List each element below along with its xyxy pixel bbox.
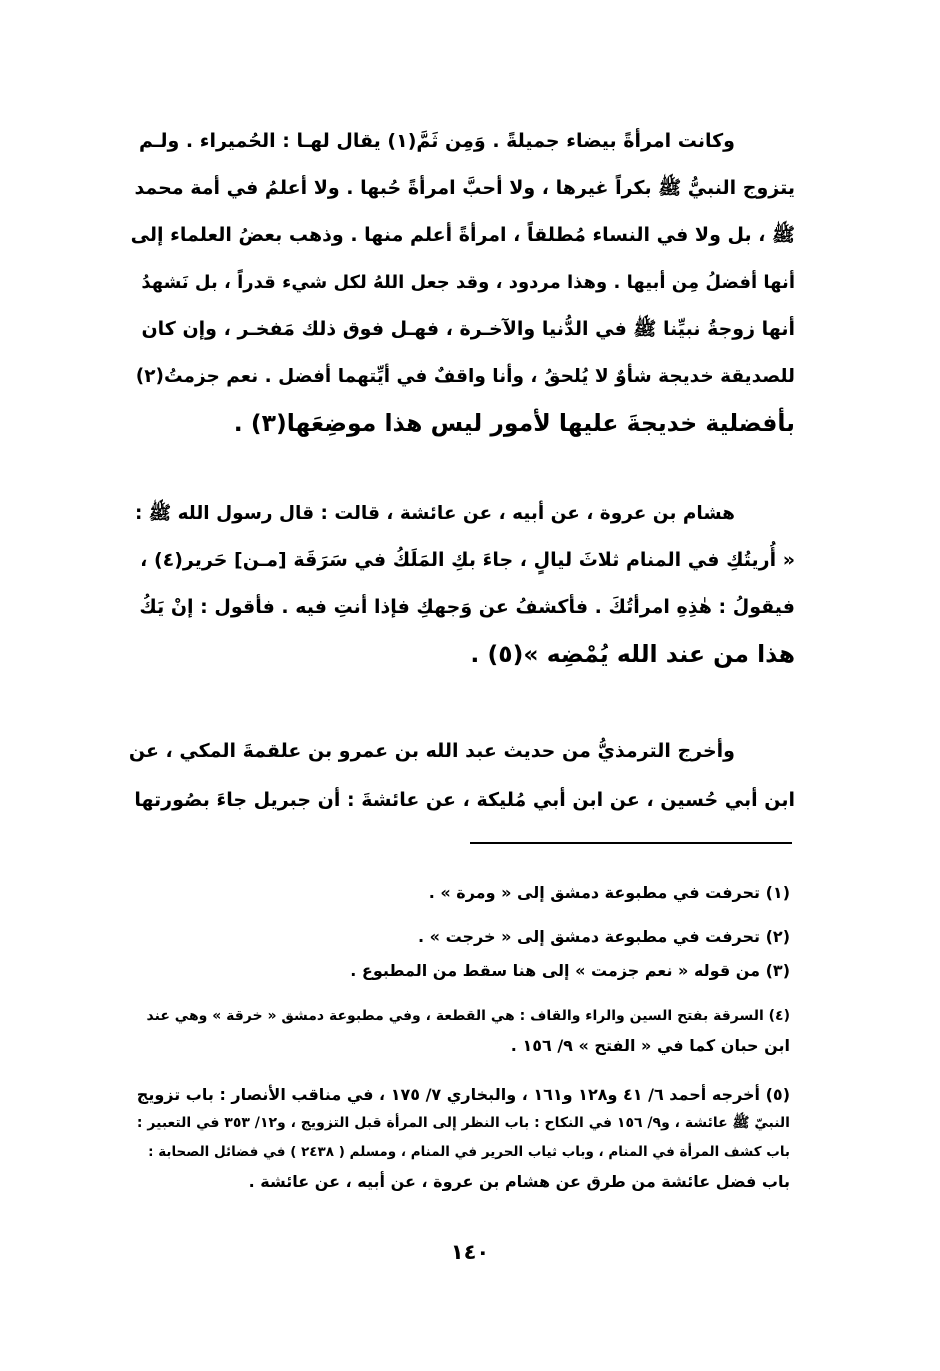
text-line: ﷺ ، بل ولا في النساء مُطلقاً ، امرأةً أعلم منها . وذهب بعضُ العلماء إلى <box>130 224 795 246</box>
text-line: يتزوج النبيُّ ﷺ بكراً غيرها ، ولا أحبَّ امرأةً حُبها . ولا أعلمُ في أمة محمد <box>134 177 795 199</box>
footnote-3 <box>125 956 790 985</box>
footnote-5 <box>125 1080 790 1196</box>
footnote-line: (٢) تحرفت في مطبوعة دمشق إلى « خرجت » . <box>418 927 790 946</box>
text-line: وأخرج الترمذيُّ من حديث عبد الله بن عمرو بن علقمةَ المكي ، عن <box>128 740 735 762</box>
text-line: فيقولُ : هٰذِهِ امرأتُكَ . فأكشفُ عن وَجهكِ فإذا أنتِ فيه . فأقول : إنْ يَكُ <box>139 596 795 618</box>
footnote-line: باب كشف المرأة في المنام ، وباب ثياب الحرير في المنام ، ومسلم ( ٢٤٣٨ ) في فضائل الصحابة : <box>148 1144 790 1160</box>
text-line: هشام بن عروة ، عن أبيه ، عن عائشة ، قالت : قال رسول الله ﷺ : <box>134 503 735 524</box>
text-line: « أُريتُكِ في المنام ثلاثَ ليالٍ ، جاءَ بكِ المَلَكُ في سَرَقَة [مـن] حَرير(٤) ، <box>140 549 795 571</box>
text-line: للصديقة خديجة شأوٌ لا يُلحقُ ، وأنا واقفٌ في أيِّتهما أفضل . نعم جزمتُ(٢) <box>135 366 795 387</box>
footnote-divider <box>470 842 792 844</box>
page-number: ١٤٠ <box>450 1240 490 1264</box>
footnote-line: ابن حبان كما في « الفتح » ٩/ ١٥٦ . <box>510 1036 790 1055</box>
footnote-line: (٣) من قوله « نعم جزمت » إلى هنا سقط من المطبوع . <box>350 961 790 980</box>
footnote-4 <box>125 1002 790 1060</box>
text-line: هذا من عند الله يُمْضِه »(٥) . <box>470 640 795 668</box>
text-line: أنها أفضلُ مِن أبيها . وهذا مردود ، وقد جعل اللهُ لكل شيء قدراً ، بل نَشهدُ <box>141 272 795 293</box>
text-line: ابن أبي حُسين ، عن ابن أبي مُليكة ، عن عائشةَ : أن جبريل جاءَ بصُورتها <box>134 789 795 811</box>
footnote-line: (١) تحرفت في مطبوعة دمشق إلى « ومرة » . <box>428 883 790 902</box>
paragraph-aisha-virtues <box>125 118 795 447</box>
footnote-2 <box>125 922 790 951</box>
footnote-1 <box>125 878 790 907</box>
footnote-line: (٤) السرقة بفتح السين والراء والقاف : هي القطعة ، وفي مطبوعة دمشق « خرقة » وهي عند <box>146 1008 790 1024</box>
footnote-line: (٥) أخرجه أحمد ٦/ ٤١ و١٢٨ و١٦١ ، والبخاري ٧/ ١٧٥ ، في مناقب الأنصار : باب تزويج <box>136 1085 790 1104</box>
paragraph-hadith-dream <box>125 490 795 678</box>
text-line: وكانت امرأةً بيضاء جميلةً . وَمِن ثَمَّ(١) يقال لهـا : الحُميراء . ولـم <box>138 130 735 152</box>
text-line: بأفضلية خديجةَ عليها لأمور ليس هذا موضِعَها(٣) . <box>233 409 795 437</box>
footnote-line: باب فضل عائشة من طرق عن هشام بن عروة ، عن أبيه ، عن عائشة . <box>248 1172 790 1191</box>
paragraph-tirmidhi <box>125 727 795 825</box>
text-line: أنها زوجةُ نبيِّنا ﷺ في الدُّنيا والآخـرة ، فهـل فوق ذلك مَفخـر ، وإن كان <box>141 318 795 340</box>
footnote-line: النبيّ ﷺ عائشة ، و٩/ ١٥٦ في النكاح : باب النظر إلى المرأة قبل التزويج ، و١٢/ ٣٥٣ في التعبير : <box>136 1115 790 1131</box>
